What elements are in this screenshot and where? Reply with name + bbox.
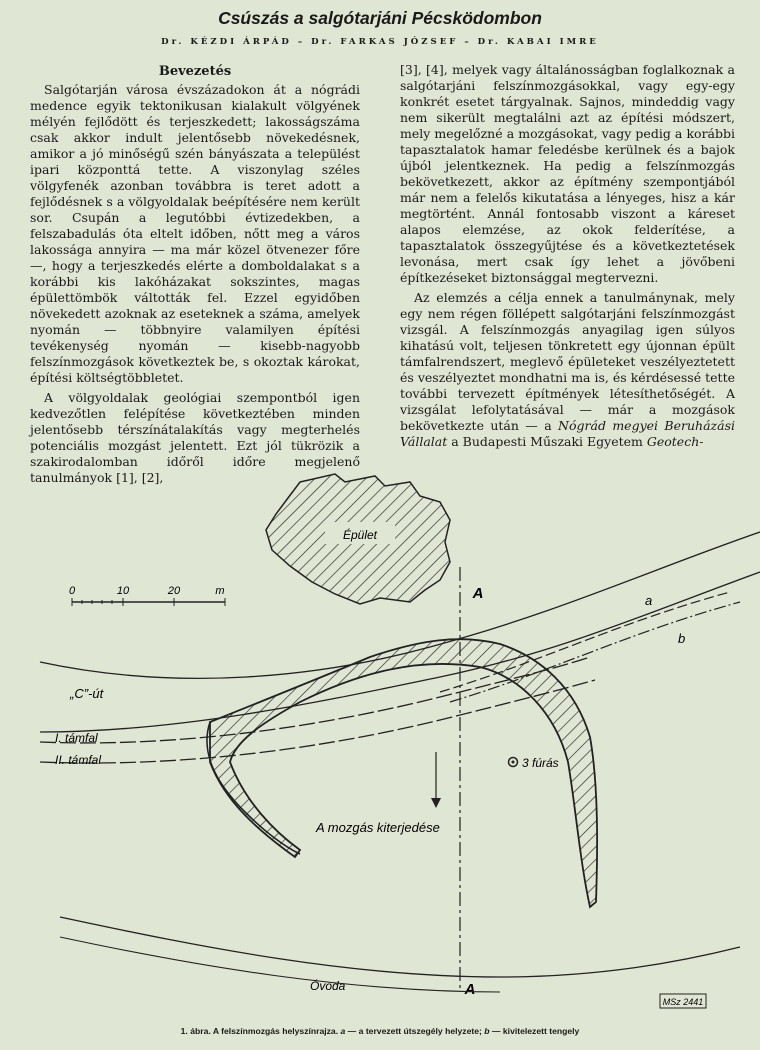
paragraph: Salgótarján városa évszázadokon át a nógrádi medence egyik tektonikusan kialakult völgyének mélyén fejlődött és terjeszkedett; lakosságszáma csak akkor indult jelentősebb növekedésnek, amikor a jó minőségű szén bányászata a települést ipari központtá tette. A viszonylag széles völgyfenék azonban továbbra is teret adott a fejlődésnek s a völgyoldalak beépítésére nem került sor. Csupán a legutóbbi évtizedekben, a felszabadulás óta eltelt időben, nőtt meg a város lakossága annyira — ma már közel ötvenezer főre —, hogy a terjeszkedés elérte a domboldalakat s a korábbi kis lakóházakat sokszintes, magas épülettömbök váltották fel. Ezzel egyidőben növekedett azoknak az eseteknek a száma, amelyek nyomán — többnyire valamilyen építési tevékenység nyomán — kisebb-nagyobb felszínmozgások következtek be, s okoztak károkat, építési költségtöbbletet. xyxy=(30,82,360,385)
paragraph-text: Az elemzés a célja ennek a tanulmánynak, mely egy nem régen föllépett salgótarjáni felszínmozgást vizsgál. A felszínmozgás anyagilag igen súlyos kihatású volt, teljesen tönkretett egy újonnan épült támfalrendszert, meglevő épületeket veszélyeztetett és veszélyeztet mondhatni ma is, és kérdésessé tette további tervezett építmények létesíthetőségét. A vizsgálat lefolytatásával — már a mozgások bekövetkezte után — a xyxy=(400,290,735,433)
building-label: Épület xyxy=(342,528,378,542)
article-title: Csúszás a salgótarjáni Pécsködombon xyxy=(218,8,542,28)
figure-caption xyxy=(0,1026,760,1036)
scale-tick-label: 10 xyxy=(116,585,130,597)
movement-extent-outline xyxy=(210,639,597,907)
site-plan-figure xyxy=(0,462,760,1022)
scale-bar xyxy=(69,585,225,606)
right-column xyxy=(400,62,735,454)
section-label-top: A xyxy=(472,585,484,602)
kindergarten-boundary xyxy=(60,917,740,977)
road-label: „C”-út xyxy=(70,686,104,701)
wall2-label: II. támfal xyxy=(55,753,102,767)
paragraph xyxy=(400,290,735,450)
caption-text-a: — a tervezett útszegély helyzete; xyxy=(347,1026,482,1036)
scale-tick-label: 20 xyxy=(167,585,181,597)
section-heading: Bevezetés xyxy=(158,64,232,79)
caption-prefix: 1. ábra. A felszínmozgás helyszínrajza. xyxy=(180,1026,339,1036)
boring-label: 3 fúrás xyxy=(522,756,559,770)
caption-key-b: b xyxy=(484,1026,490,1036)
movement-extent-label: A mozgás kiterjedése xyxy=(316,820,440,835)
scale-tick-label: m xyxy=(215,585,225,597)
paragraph-text: a Budapesti Műszaki Egyetem xyxy=(451,434,643,449)
wall1-label: I. támfal xyxy=(55,731,98,745)
label-a: a xyxy=(645,593,653,608)
drawing-stamp: MSz 2441 xyxy=(662,997,704,1007)
label-b: b xyxy=(678,631,686,646)
section-label-bottom: A xyxy=(464,981,476,998)
paragraph: [3], [4], melyek vagy általánosságban foglalkoznak a salgótarjáni felszínmozgásokkal, vagy egy-egy konkrét esetet tárgyalnak. Sajnos, mindeddig vagy nem sikerült megtalálni azt az építési módszert, mely megelőzné a mozgásokat, vagy pedig a korábbi tapasztalatok hamar feledésbe kerülnek és a bajok újból jelentkeznek. Ha pedig a felszínmozgás bekövetkezett, akkor az építmény szempontjából már nem a felelős kikutatása a lényeges, hisz a kár megtörtént. Annál fontosabb viszont a káreset alapos elemzése, az okok felderítése, a tapasztalatok összegyűjtése és a következtetések levonása, mert csak így lehet a jövőbeni építkezéseket biztonsággal megtervezni. xyxy=(400,62,735,285)
site-plan-drawing xyxy=(0,462,760,1022)
left-column xyxy=(30,62,360,490)
kindergarten-label: Óvoda xyxy=(310,979,346,993)
caption-text-b: — kivitelezett tengely xyxy=(491,1026,580,1036)
scale-tick-label: 0 xyxy=(68,585,76,597)
italic-org-name: Nógrád megyei Beruházási Vállalat xyxy=(400,418,735,449)
article-authors: Dr. KÉZDI ÁRPÁD – Dr. FARKAS JÓZSEF – Dr. KABAI IMRE xyxy=(161,37,599,47)
paragraph: A völgyoldalak geológiai szempontból igen kedvezőtlen felépítése következtében minden jelentősebb térszínátalakítás vagy megterhelés potenciális mozgást jelentett. Ezt jól tükrözik a szakirodalomban időről időre megjelenő tanulmányok [1], [2], xyxy=(30,390,360,485)
italic-org-name: Geotech- xyxy=(646,434,704,449)
caption-key-a: a xyxy=(340,1026,346,1036)
